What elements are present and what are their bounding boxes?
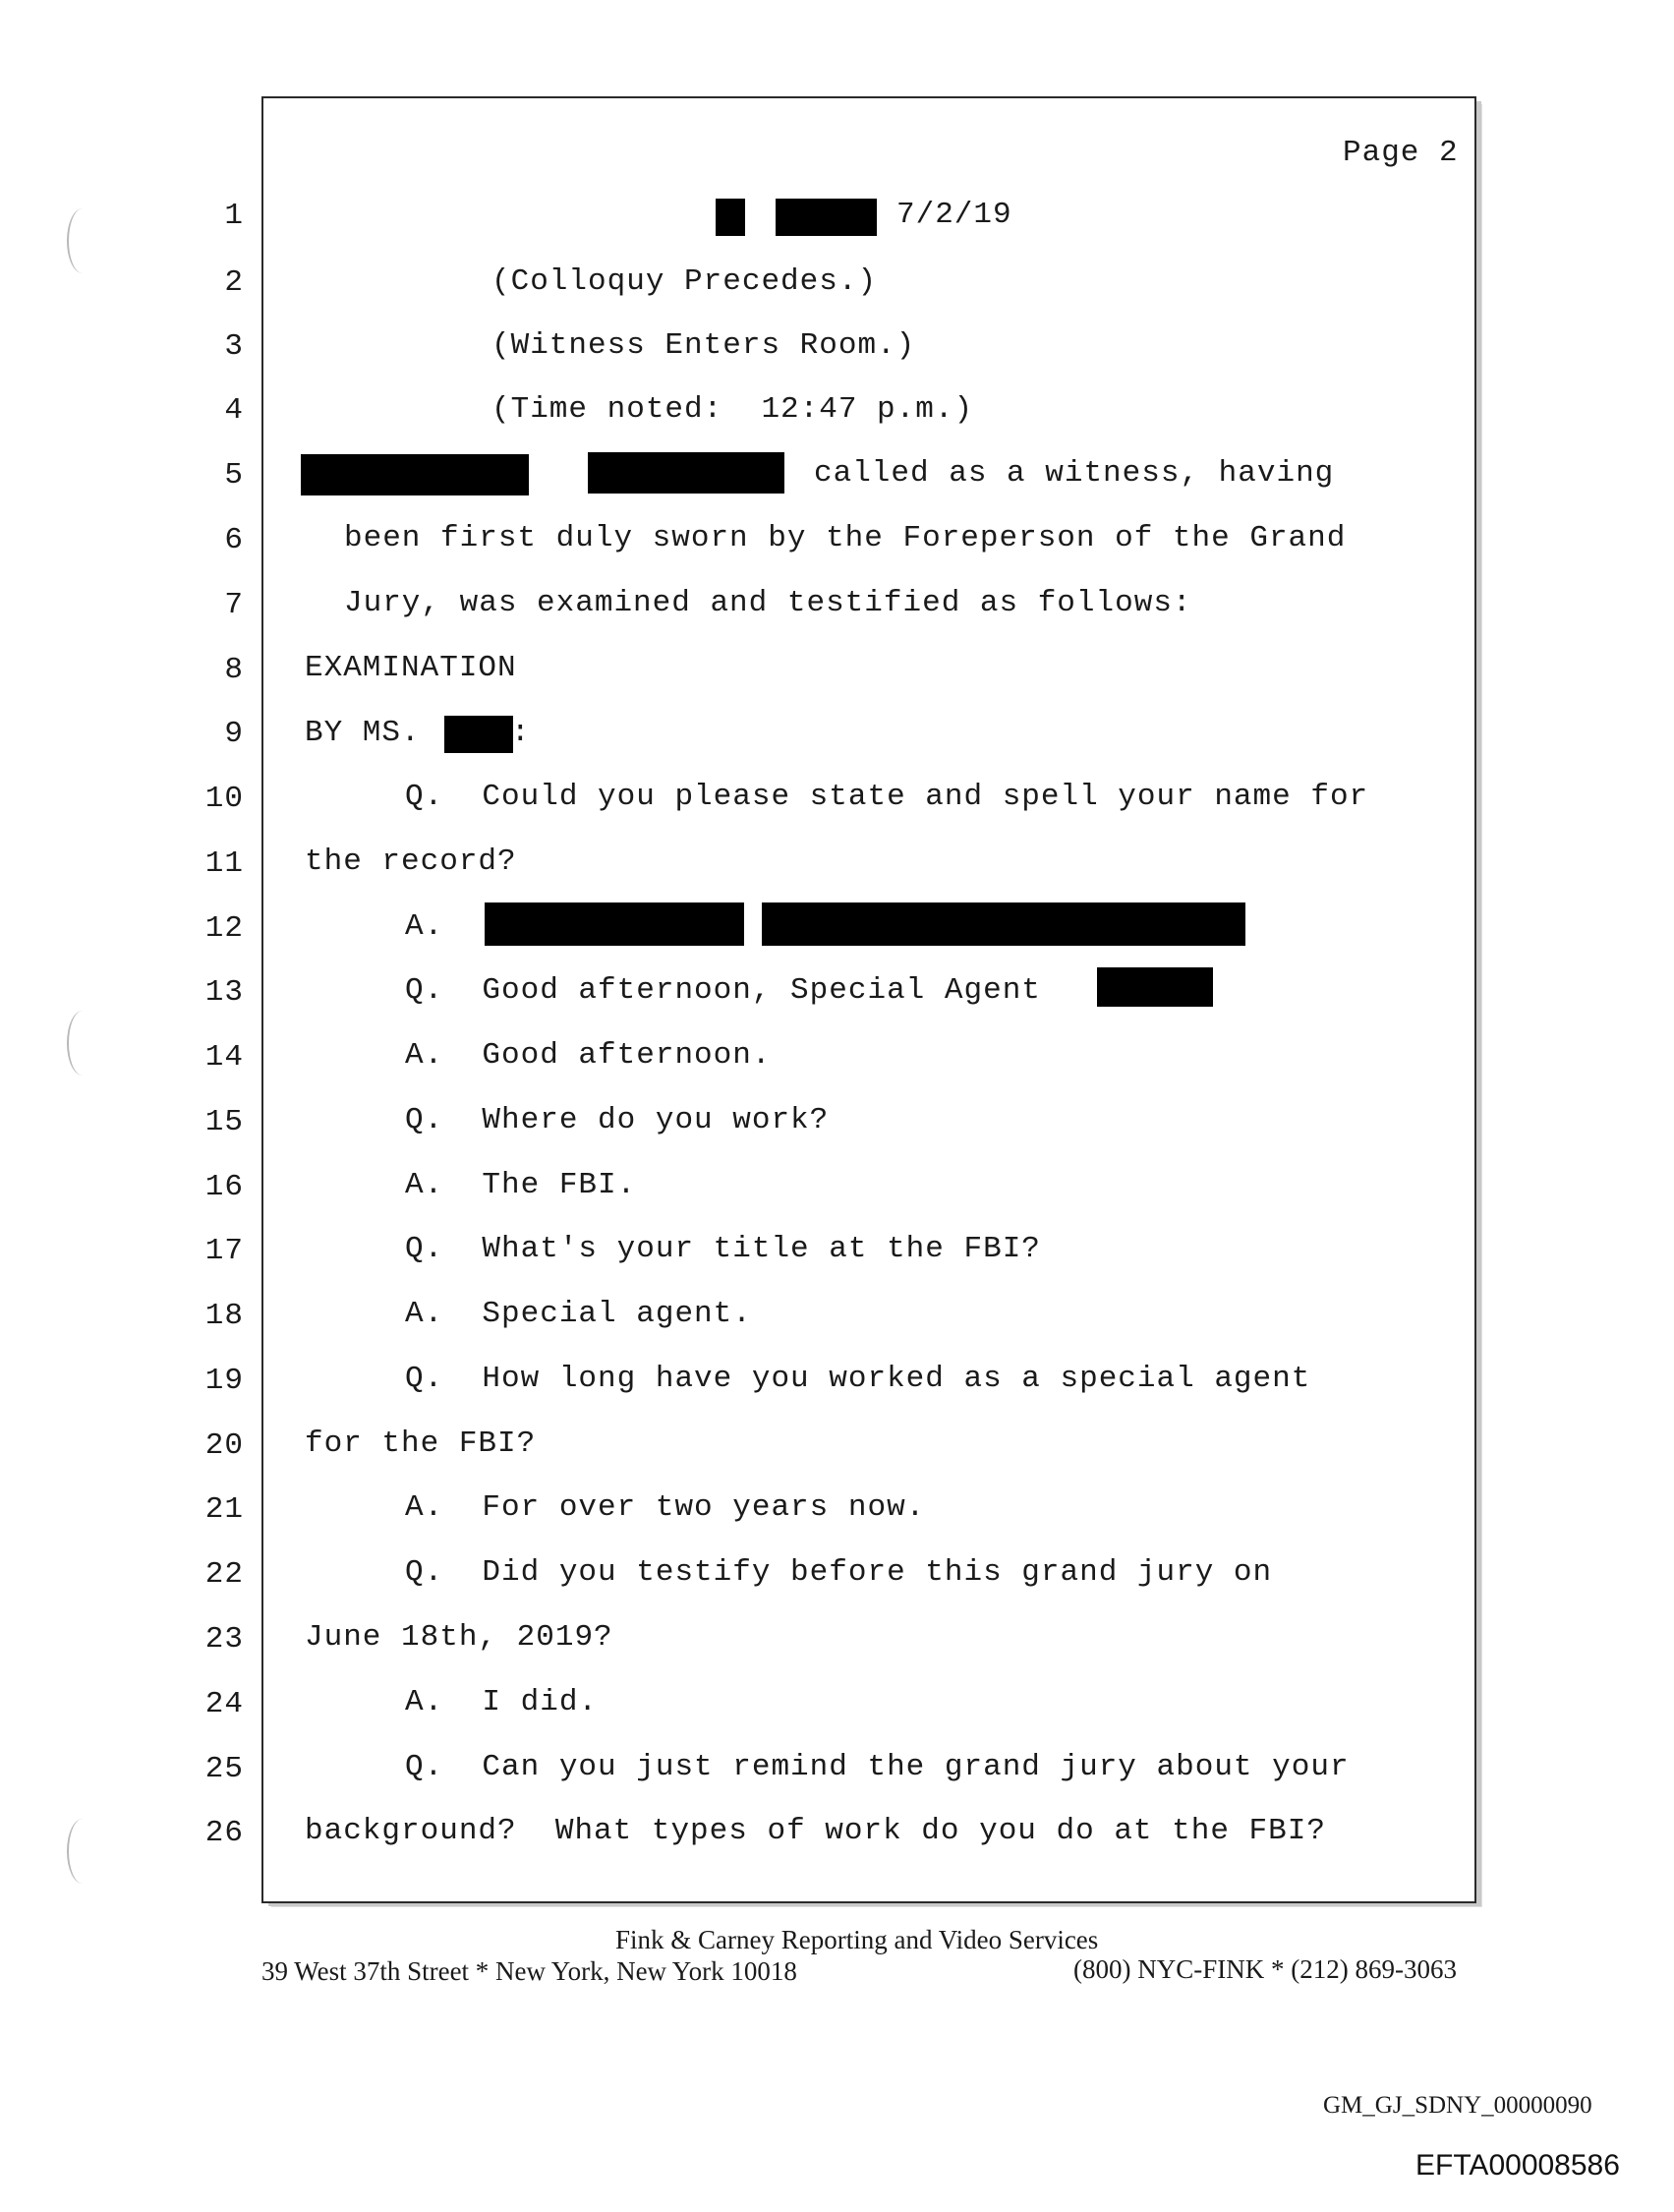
redaction-box <box>588 452 784 494</box>
transcript-line: Q. Can you just remind the grand jury about your <box>405 1750 1350 1784</box>
transcript-line: A. I did. <box>405 1685 599 1719</box>
transcript-line: background? What types of work do you do at the FBI? <box>305 1814 1326 1848</box>
line-number: 16 <box>204 1170 244 1204</box>
line-number: 14 <box>204 1040 244 1075</box>
line-number: 9 <box>224 717 244 751</box>
line-number: 4 <box>224 393 244 428</box>
punch-hole-mark <box>67 1011 98 1076</box>
line-number: 8 <box>224 653 244 687</box>
footer-company: Fink & Carney Reporting and Video Services <box>615 1925 1099 1954</box>
redaction-box <box>716 199 745 236</box>
line-number: 5 <box>224 458 244 493</box>
redaction-box <box>444 716 513 753</box>
transcript-line: Q. Where do you work? <box>405 1103 830 1137</box>
line-number: 22 <box>204 1557 244 1592</box>
line-number: 6 <box>224 523 244 557</box>
punch-hole-mark <box>67 1819 98 1884</box>
transcript-line: been first duly sworn by the Foreperson of the Grand <box>344 521 1347 555</box>
transcript-line: 7/2/19 <box>896 198 1012 232</box>
line-number: 23 <box>204 1622 244 1657</box>
line-number: 17 <box>204 1234 244 1268</box>
redaction-box <box>301 454 529 495</box>
transcript-line: (Colloquy Precedes.) <box>491 264 878 299</box>
transcript-line: called as a witness, having <box>814 456 1335 491</box>
redaction-box <box>485 902 744 946</box>
line-number: 20 <box>204 1428 244 1463</box>
line-number: 3 <box>224 329 244 364</box>
line-number: 25 <box>204 1752 244 1786</box>
transcript-line: A. <box>405 909 444 944</box>
transcript-line: Q. Did you testify before this grand jury on <box>405 1555 1273 1590</box>
line-number: 18 <box>204 1299 244 1333</box>
line-number: 7 <box>224 588 244 622</box>
redaction-box <box>1097 967 1213 1007</box>
page-label: Page 2 <box>1343 136 1459 170</box>
transcript-line: A. Good afternoon. <box>405 1038 772 1073</box>
redaction-box <box>762 902 1245 946</box>
line-number: 11 <box>204 846 244 881</box>
line-number: 24 <box>204 1687 244 1721</box>
line-number: 13 <box>204 975 244 1010</box>
efta-number: EFTA00008586 <box>1415 2149 1620 2182</box>
line-number: 1 <box>224 199 244 233</box>
transcript-line: Q. What's your title at the FBI? <box>405 1232 1041 1266</box>
footer-phone: (800) NYC-FINK * (212) 869-3063 <box>1073 1954 1457 1984</box>
transcript-line: for the FBI? <box>305 1426 537 1461</box>
line-number: 2 <box>224 265 244 300</box>
transcript-line: EXAMINATION <box>305 651 517 685</box>
footer-address: 39 West 37th Street * New York, New York 10018 <box>261 1956 797 1986</box>
line-number: 21 <box>204 1492 244 1527</box>
line-number: 12 <box>204 911 244 946</box>
line-number: 19 <box>204 1364 244 1398</box>
transcript-line: (Witness Enters Room.) <box>491 328 916 363</box>
redaction-box <box>776 199 877 236</box>
punch-hole-mark <box>67 208 98 273</box>
line-number: 15 <box>204 1105 244 1139</box>
transcript-line: Jury, was examined and testified as follows: <box>344 586 1192 620</box>
transcript-line: BY MS. <box>305 716 421 750</box>
transcript-line: June 18th, 2019? <box>305 1620 613 1655</box>
transcript-line: A. The FBI. <box>405 1168 637 1202</box>
transcript-line-suffix: : <box>511 716 531 750</box>
transcript-line: the record? <box>305 844 517 879</box>
line-number: 26 <box>204 1816 244 1850</box>
transcript-line: (Time noted: 12:47 p.m.) <box>491 392 974 427</box>
transcript-line: A. For over two years now. <box>405 1490 926 1525</box>
transcript-line: Q. Good afternoon, Special Agent <box>405 973 1041 1008</box>
bates-number: GM_GJ_SDNY_00000090 <box>1323 2092 1592 2119</box>
transcript-line: Q. Could you please state and spell your name for <box>405 780 1369 814</box>
line-number: 10 <box>204 782 244 816</box>
line-number-margin-rule <box>261 185 263 1895</box>
transcript-line: A. Special agent. <box>405 1297 752 1331</box>
transcript-line: Q. How long have you worked as a special agent <box>405 1362 1311 1396</box>
